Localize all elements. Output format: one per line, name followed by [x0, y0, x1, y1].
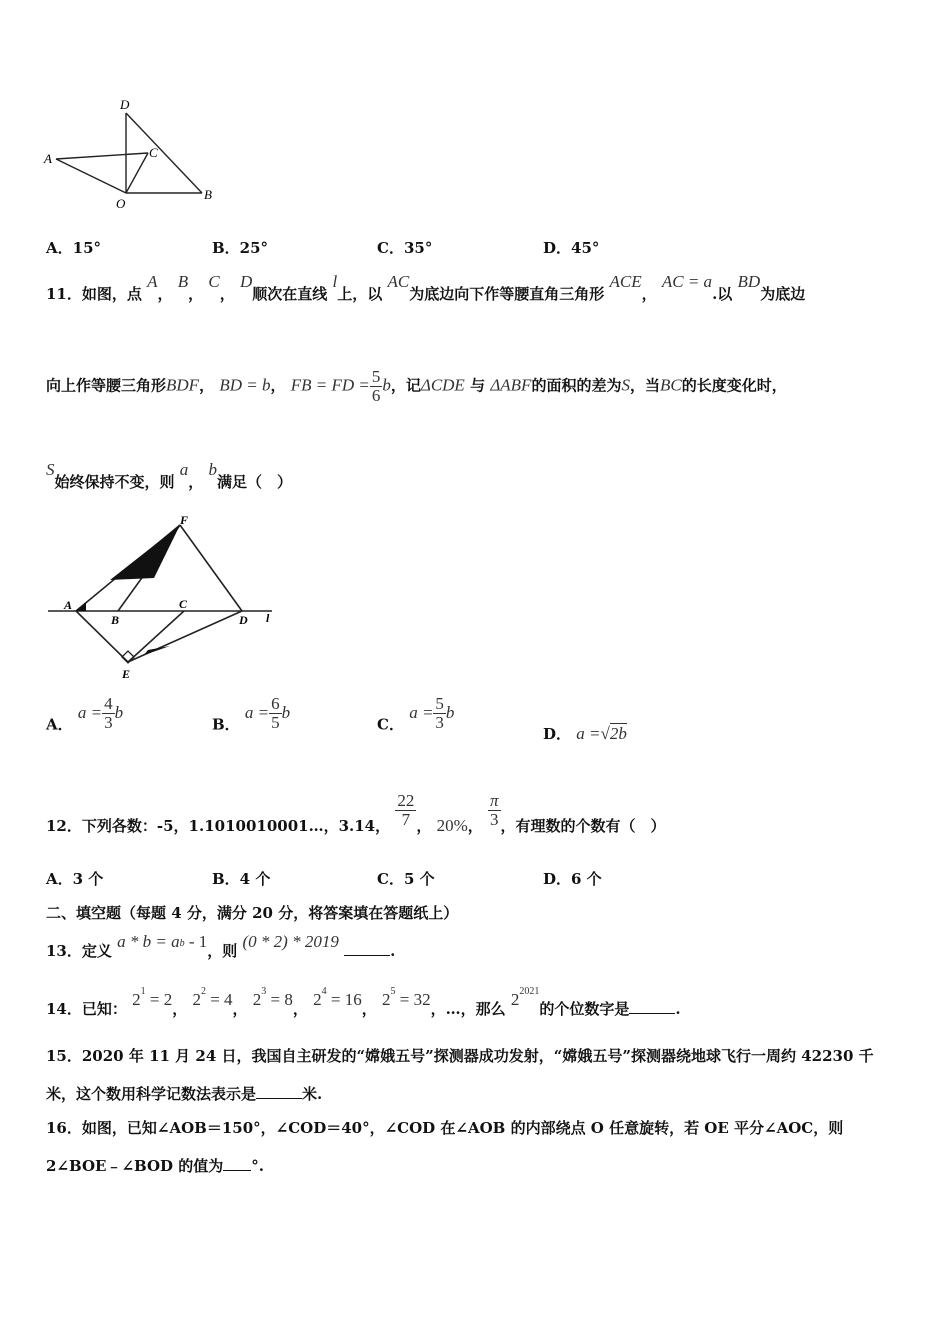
q11-option-a[interactable]: A． a = $\frac{4}{3}$ b — [46, 694, 124, 734]
q10-option-a[interactable]: A．15° — [46, 239, 102, 257]
q11-line1: 11．如图，点 A， B， C， D顺次在直线 l上，以 AC为底边向下作等腰直角三角形 ACE， AC = a.以 BD为底边 — [46, 272, 806, 303]
q13-question: 13．定义 $a * b = a^b - 1$，则 (0 * 2) * 2019 . — [46, 932, 396, 960]
q11-option-d[interactable]: D． a =√2b — [543, 724, 627, 743]
label-D: D — [239, 613, 248, 627]
label-B: B — [204, 187, 212, 202]
q12-option-b[interactable]: B．4 个 — [212, 870, 271, 888]
line-EC — [128, 611, 184, 662]
q10-option-c[interactable]: C．35° — [377, 239, 433, 257]
q16-line2: 2∠BOE﹣∠BOD 的值为 °. — [46, 1157, 265, 1175]
q15-line1: 15．2020 年 11 月 24 日，我国自主研发的“嫦娥五号”探测器成功发射，“嫦娥五号”探测器绕地球飞行一周约 42230 千 — [46, 1047, 874, 1065]
figure-q11 — [44, 512, 284, 682]
label-A: A — [44, 151, 52, 166]
q10-option-b[interactable]: B．25° — [212, 239, 269, 257]
q12-option-d[interactable]: D．6 个 — [543, 870, 602, 888]
q11-option-b[interactable]: B． a = $\frac{6}{5}$ b — [212, 694, 291, 734]
answer-blank-q14[interactable] — [629, 999, 675, 1014]
fraction-5-6: $\frac{5}{6}$ — [371, 367, 381, 405]
answer-blank-q13[interactable] — [344, 941, 390, 956]
label-D: D — [120, 97, 130, 112]
q15-line2: 米，这个数用科学记数法表示是 米. — [46, 1085, 323, 1103]
label-A: A — [64, 598, 73, 612]
fraction-pi-3: $\frac{\pi}{3}$ — [490, 791, 499, 829]
q10-option-d[interactable]: D．45° — [543, 239, 600, 257]
q11-line2: 向上作等腰三角形BDF， BD = b， FB = FD = $\frac{5}{6}$ b，记ΔCDE 与 ΔABF的面积的差为S，当BC的长度变化时， — [46, 367, 787, 405]
label-C: C — [179, 597, 188, 611]
label-F: F — [180, 513, 189, 527]
label-O: O — [116, 196, 126, 211]
q11-line3: S始终保持不变，则 a， b满足（ ） — [46, 460, 293, 491]
label-C: C — [149, 145, 158, 160]
line-FD — [180, 525, 242, 611]
answer-blank-q15[interactable] — [256, 1084, 302, 1099]
fraction-22-7: $\frac{22}{7}$ — [397, 791, 415, 829]
section-heading: 二、填空题（每题 4 分，满分 20 分，将答案填在答题纸上） — [46, 904, 459, 922]
line-AO — [56, 159, 126, 193]
figure-q10 — [40, 95, 230, 215]
q12-option-c[interactable]: C．5 个 — [377, 870, 435, 888]
line-OC — [126, 153, 148, 193]
label-B: B — [111, 613, 120, 627]
shaded-region-top — [110, 525, 180, 580]
q16-line1: 16．如图，已知∠AOB＝150°，∠COD＝40°，∠COD 在∠AOB 的内部绕点 O 任意旋转，若 OE 平分∠AOC，则 — [46, 1119, 844, 1137]
line-AE — [76, 611, 128, 662]
label-E: E — [122, 667, 131, 681]
q12-question: 12．下列各数：-5，1.1010010001…，3.14， $\frac{22}{7}$ ， 20%， $\frac{\pi}{3}$ ，有理数的个数有（ ） — [46, 791, 666, 835]
q11-option-c[interactable]: C． a = $\frac{5}{3}$ b — [377, 694, 455, 734]
line-AC — [56, 153, 148, 159]
label-l: l — [266, 611, 270, 625]
answer-blank-q16[interactable] — [223, 1156, 251, 1171]
q12-option-a[interactable]: A．3 个 — [46, 870, 104, 888]
q14-question: 14．已知： $2^1 = 2$， $2^2 = 4$， $2^3 = 8$， $2^4 = 16$， $2^5 = 32$，…，那么 $2^{2021}$的个位数字是 . — [46, 986, 681, 1018]
